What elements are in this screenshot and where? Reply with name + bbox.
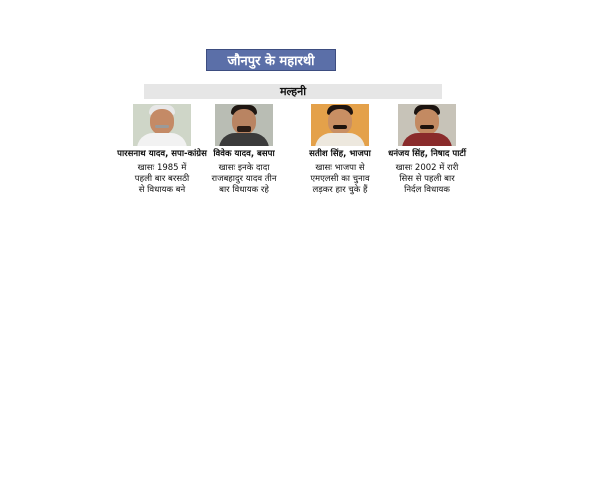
candidate-name: विवेक यादव, बसपा bbox=[213, 149, 275, 159]
candidate-name: पारसनाथ यादव, सपा-कांग्रेस bbox=[117, 149, 207, 159]
section-title: मल्हनी bbox=[144, 84, 442, 99]
candidate-card bbox=[194, 104, 294, 196]
candidate-photo bbox=[398, 104, 456, 146]
candidate-name: धनंजय सिंह, निषाद पार्टी bbox=[388, 149, 466, 159]
candidate-name: सतीश सिंह, भाजपा bbox=[309, 149, 371, 159]
candidate-photo bbox=[215, 104, 273, 146]
candidate-description: खासः भाजपा से एमएलसी का चुनाव लड़कर हार चुके हैं bbox=[310, 163, 370, 195]
candidate-description: खासः इनके दादा राजबहादुर यादव तीन बार विधायक रहे bbox=[211, 163, 277, 195]
headline: जौनपुर के महारथी bbox=[206, 49, 336, 71]
candidate-description: खासः 1985 में पहली बार बरसठी से विधायक बने bbox=[134, 163, 190, 195]
candidate-card bbox=[375, 104, 479, 196]
candidate-photo bbox=[133, 104, 191, 146]
candidate-description: खासः 2002 में रारी सिस से पहली बार निर्दल विधायक bbox=[395, 163, 459, 195]
candidate-photo bbox=[311, 104, 369, 146]
